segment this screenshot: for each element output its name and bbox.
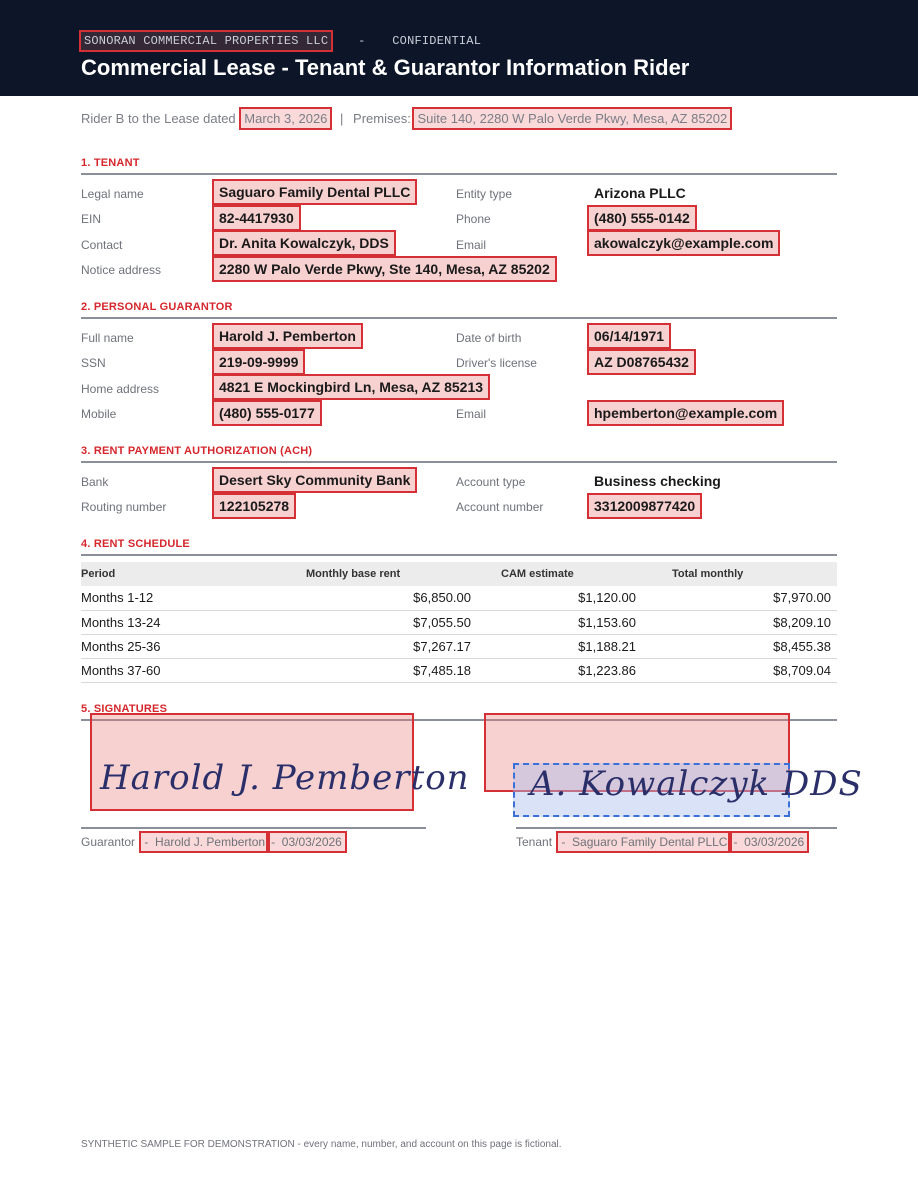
cam-cell: $1,120.00	[477, 586, 642, 610]
home-address-label: Home address	[81, 382, 160, 396]
table-row	[81, 658, 837, 682]
company-name[interactable]: SONORAN COMMERCIAL PROPERTIES LLC	[81, 32, 331, 50]
period-cell: Months 13-24	[81, 610, 306, 634]
ach-bank[interactable]: Desert Sky Community Bank	[214, 469, 415, 491]
guarantor-home-address[interactable]: 4821 E Mockingbird Ln, Mesa, AZ 85213	[214, 376, 488, 398]
section-title-signatures: 5. SIGNATURES	[81, 703, 168, 715]
guarantor-ssn[interactable]: 219-09-9999	[214, 351, 303, 373]
col-header-base-rent: Monthly base rent	[306, 562, 477, 586]
tenant-email[interactable]: akowalczyk@example.com	[589, 232, 778, 254]
base-rent-cell: $6,850.00	[306, 586, 477, 610]
section-title-tenant: 1. TENANT	[81, 157, 140, 169]
section-divider	[81, 461, 837, 463]
header-meta	[81, 34, 481, 48]
tenant-caption-label: Tenant	[516, 835, 553, 849]
full-name-label: Full name	[81, 331, 134, 345]
contact-label: Contact	[81, 238, 123, 252]
cam-cell: $1,223.86	[477, 658, 642, 682]
guarantor-mobile[interactable]: (480) 555-0177	[214, 402, 320, 424]
rider-prefix: Rider B to the Lease dated	[81, 111, 236, 126]
guarantor-full-name[interactable]: Harold J. Pemberton	[214, 325, 361, 347]
guarantor-email-label: Email	[456, 407, 487, 421]
guarantor-drivers-license[interactable]: AZ D08765432	[589, 351, 694, 373]
cam-cell: $1,188.21	[477, 634, 642, 658]
guarantor-sign-date[interactable]: - 03/03/2026	[268, 833, 345, 851]
entity-type-label: Entity type	[456, 187, 513, 201]
email-label: Email	[456, 238, 487, 252]
guarantor-caption-label: Guarantor	[81, 835, 136, 849]
table-row	[81, 634, 837, 658]
footer-note: SYNTHETIC SAMPLE FOR DEMONSTRATION - every name, number, and account on this page is fictional.	[81, 1139, 562, 1150]
section-divider	[81, 554, 837, 556]
base-rent-cell: $7,485.18	[306, 658, 477, 682]
ssn-label: SSN	[81, 356, 106, 370]
total-cell: $8,709.04	[642, 658, 837, 682]
confidential-label: CONFIDENTIAL	[392, 34, 482, 48]
section-divider	[81, 173, 837, 175]
mobile-label: Mobile	[81, 407, 117, 421]
total-cell: $7,970.00	[642, 586, 837, 610]
ach-account-type: Business checking	[594, 473, 721, 489]
bank-label: Bank	[81, 475, 109, 489]
col-header-period: Period	[81, 562, 306, 586]
rider-divider: |	[340, 111, 344, 126]
ach-account-number[interactable]: 3312009877420	[589, 495, 700, 517]
tenant-printed-name[interactable]: - Saguaro Family Dental PLLC	[558, 833, 730, 851]
ach-routing-number[interactable]: 122105278	[214, 495, 294, 517]
total-cell: $8,209.10	[642, 610, 837, 634]
tenant-phone[interactable]: (480) 555-0142	[589, 207, 695, 229]
col-header-cam: CAM estimate	[477, 562, 642, 586]
cam-cell: $1,153.60	[477, 610, 642, 634]
table-row	[81, 610, 837, 634]
table-header-row	[81, 562, 837, 586]
tenant-contact[interactable]: Dr. Anita Kowalczyk, DDS	[214, 232, 394, 254]
guarantor-printed-name[interactable]: - Harold J. Pemberton	[141, 833, 268, 851]
base-rent-cell: $7,055.50	[306, 610, 477, 634]
guarantor-signature: Harold J. Pemberton	[100, 758, 470, 798]
premises-label: Premises:	[353, 111, 411, 126]
tenant-sign-date[interactable]: - 03/03/2026	[730, 833, 807, 851]
guarantor-signature-line	[81, 827, 426, 829]
period-cell: Months 1-12	[81, 586, 306, 610]
phone-label: Phone	[456, 212, 491, 226]
document-header	[0, 0, 918, 96]
section-divider	[81, 317, 837, 319]
guarantor-dob[interactable]: 06/14/1971	[589, 325, 669, 347]
drivers-license-label: Driver's license	[456, 356, 537, 370]
tenant-ein[interactable]: 82-4417930	[214, 207, 299, 229]
period-cell: Months 25-36	[81, 634, 306, 658]
ein-label: EIN	[81, 212, 102, 226]
tenant-legal-name[interactable]: Saguaro Family Dental PLLC	[214, 181, 415, 203]
legal-name-label: Legal name	[81, 187, 144, 201]
header-separator: -	[358, 34, 366, 48]
tenant-caption	[516, 835, 807, 849]
notice-address-label: Notice address	[81, 263, 162, 277]
dob-label: Date of birth	[456, 331, 522, 345]
routing-number-label: Routing number	[81, 500, 167, 514]
guarantor-caption	[81, 835, 345, 849]
section-title-guarantor: 2. PERSONAL GUARANTOR	[81, 301, 233, 313]
tenant-entity-type: Arizona PLLC	[594, 185, 686, 201]
rent-schedule-table	[81, 562, 837, 683]
document-title: Commercial Lease - Tenant & Guarantor Information Rider	[81, 55, 690, 80]
tenant-signature: A. Kowalczyk DDS	[530, 764, 863, 804]
tenant-signature-line	[516, 827, 837, 829]
account-type-label: Account type	[456, 475, 526, 489]
table-row	[81, 586, 837, 610]
total-cell: $8,455.38	[642, 634, 837, 658]
base-rent-cell: $7,267.17	[306, 634, 477, 658]
rider-line	[81, 111, 730, 126]
guarantor-email[interactable]: hpemberton@example.com	[589, 402, 782, 424]
premises-address[interactable]: Suite 140, 2280 W Palo Verde Pkwy, Mesa, AZ 85202	[414, 109, 730, 128]
period-cell: Months 37-60	[81, 658, 306, 682]
section-title-schedule: 4. RENT SCHEDULE	[81, 538, 190, 550]
section-title-ach: 3. RENT PAYMENT AUTHORIZATION (ACH)	[81, 445, 313, 457]
tenant-notice-address[interactable]: 2280 W Palo Verde Pkwy, Ste 140, Mesa, AZ 85202	[214, 258, 555, 280]
col-header-total: Total monthly	[642, 562, 837, 586]
account-number-label: Account number	[456, 500, 544, 514]
lease-date[interactable]: March 3, 2026	[241, 109, 330, 128]
